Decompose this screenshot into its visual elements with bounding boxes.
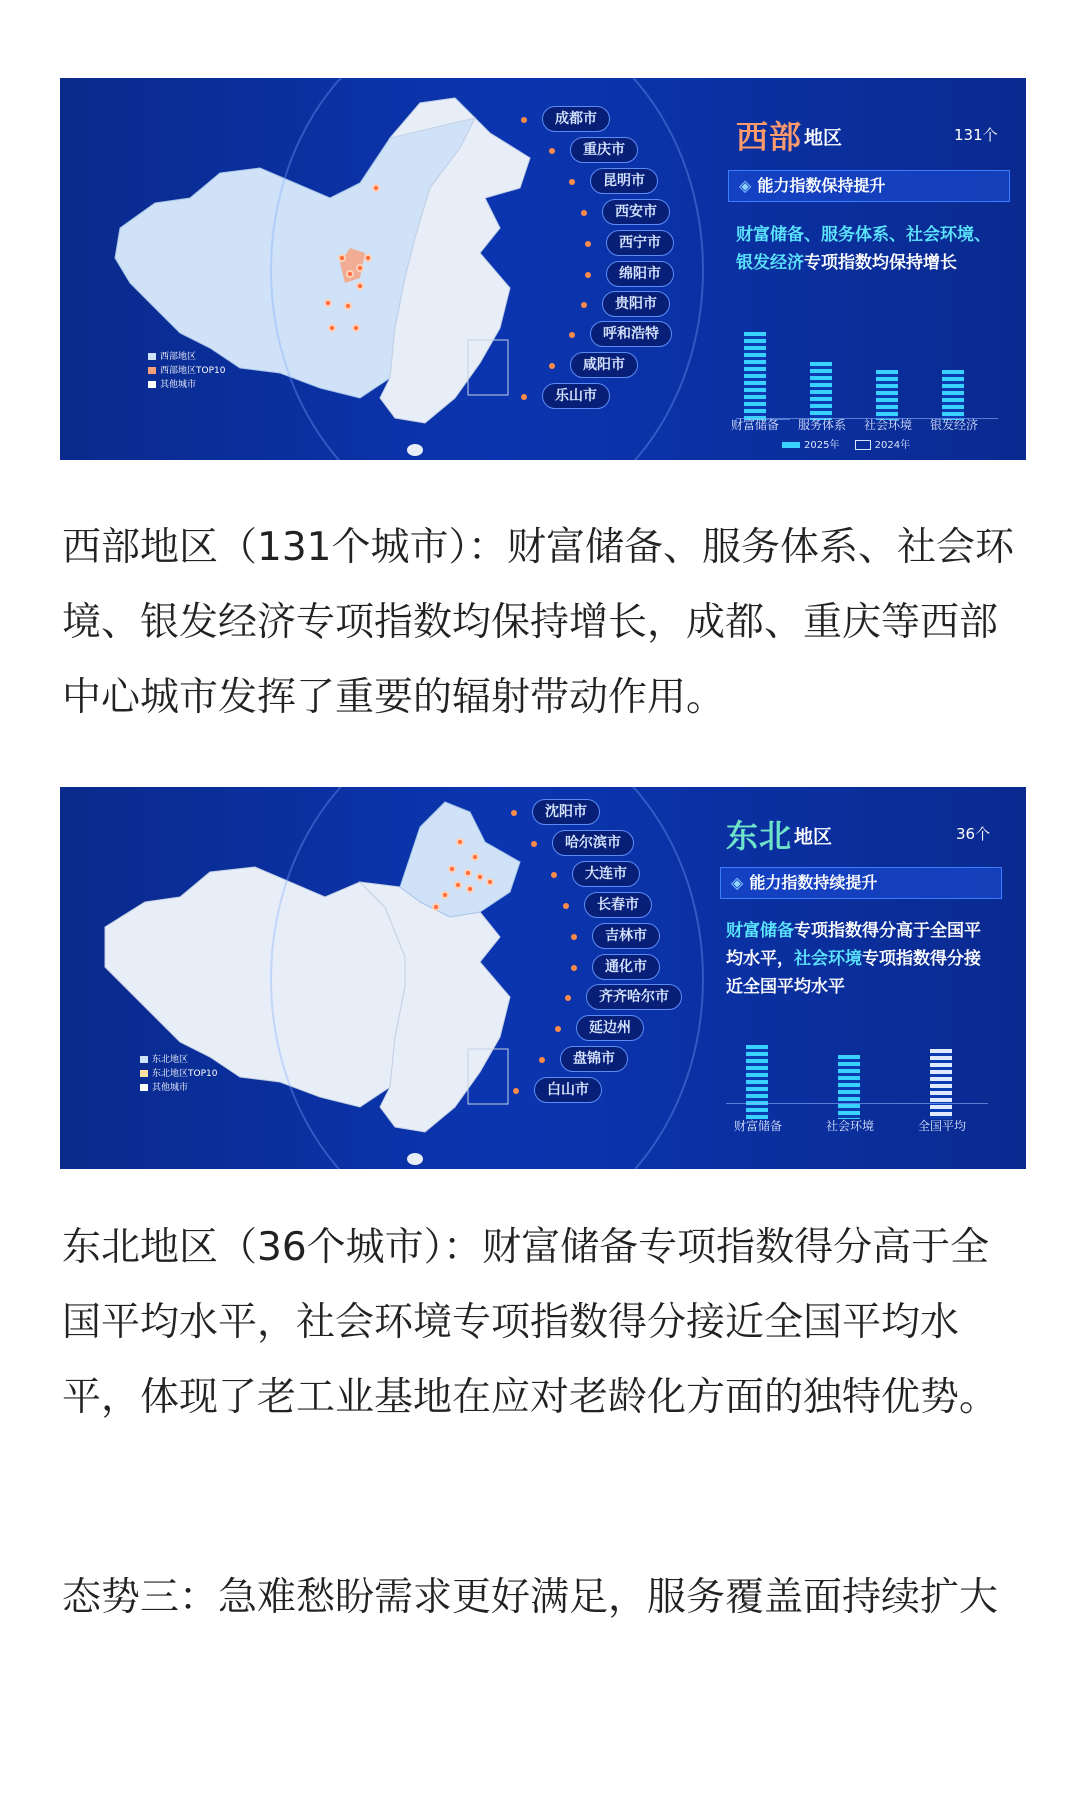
desc-text: 专项指数得分接近全国平均水平 (726, 949, 981, 997)
city-label: 西安市 (602, 199, 670, 225)
city-label: 延边州 (576, 1015, 644, 1041)
bar-label: 财富储备 (733, 1119, 782, 1133)
status-tag-label: 能力指数保持提升 (757, 176, 886, 195)
bar-label: 服务体系 (797, 418, 846, 432)
city-label: 沈阳市 (532, 799, 600, 825)
diamond-icon: ◈ (739, 176, 752, 195)
chart-legend-item: 2025年 (804, 440, 840, 451)
chart-legend (782, 436, 910, 451)
region-title: 东北 (726, 817, 793, 855)
highlight-text: 财富储备 (726, 921, 794, 941)
bar-label: 财富储备 (730, 418, 779, 432)
chart-baseline (726, 1103, 988, 1104)
legend-item: 西部地区TOP10 (160, 366, 226, 376)
city-label: 乐山市 (542, 383, 610, 409)
legend-item: 东北地区TOP10 (152, 1069, 218, 1079)
bar-2025 (744, 332, 766, 420)
city-label: 绵阳市 (606, 261, 674, 287)
paragraph-northeast: 东北地区（36个城市）：财富储备专项指数得分高于全国平均水平，社会环境专项指数得分接近全国平均水平，体现了老工业基地在应对老龄化方面的独特优势。 (62, 1225, 999, 1420)
bar-2025 (810, 362, 832, 420)
bar-2025 (876, 370, 898, 420)
city-label: 白山市 (534, 1077, 602, 1103)
west-region-infographic (60, 78, 1026, 460)
section-heading: 态势三：急难愁盼需求更好满足，服务覆盖面持续扩大 (62, 1575, 999, 1620)
region-description (726, 917, 996, 1001)
map-legend (140, 1053, 217, 1095)
city-label: 齐齐哈尔市 (586, 984, 682, 1010)
chart-legend-item: 2024年 (874, 440, 911, 451)
diamond-icon: ◈ (731, 873, 744, 892)
legend-item: 其他城市 (160, 380, 197, 390)
bar-label: 社会环境 (825, 1119, 874, 1133)
bar-label: 社会环境 (863, 418, 912, 432)
bar-2025 (942, 370, 964, 420)
bar-wealth (746, 1045, 768, 1119)
region-title-suffix: 地区 (804, 127, 843, 149)
bar-label: 全国平均 (917, 1119, 966, 1133)
city-label: 吉林市 (592, 923, 660, 949)
legend-item: 东北地区 (152, 1055, 189, 1065)
city-label: 大连市 (572, 861, 640, 887)
city-label: 昆明市 (590, 168, 658, 194)
bar-national-average (930, 1049, 952, 1119)
status-tag (720, 867, 1002, 899)
legend-item: 其他城市 (152, 1083, 189, 1093)
city-count: 131个 (954, 126, 998, 144)
highlight-text: 财富储备、服务体系、社会环境、银发经济 (736, 225, 991, 273)
region-title-suffix: 地区 (794, 826, 833, 848)
city-label: 西宁市 (606, 230, 674, 256)
city-label: 盘锦市 (560, 1046, 628, 1072)
city-count: 36个 (956, 825, 991, 843)
status-tag (728, 170, 1010, 202)
bar-chart (736, 300, 1006, 420)
city-label: 呼和浩特 (590, 321, 672, 347)
city-label: 咸阳市 (570, 352, 638, 378)
desc-text: 专项指数均保持增长 (804, 253, 957, 273)
desc-text: 专项指数得分高于全国平均水平， (726, 921, 981, 969)
paragraph-west: 西部地区（131个城市）：财富储备、服务体系、社会环境、银发经济专项指数均保持增长，成都、重庆等西部中心城市发挥了重要的辐射带动作用。 (62, 525, 1014, 720)
highlight-text: 社会环境 (794, 949, 862, 969)
city-label: 重庆市 (570, 137, 638, 163)
city-label: 哈尔滨市 (552, 830, 634, 856)
region-description (736, 221, 1006, 277)
northeast-region-infographic (60, 787, 1026, 1169)
city-label: 通化市 (592, 954, 660, 980)
city-label: 成都市 (542, 106, 610, 132)
region-title: 西部 (736, 118, 803, 156)
map-legend (148, 350, 225, 392)
status-tag-label: 能力指数持续提升 (749, 873, 878, 892)
bar-social (838, 1055, 860, 1119)
city-label: 长春市 (584, 892, 652, 918)
city-label: 贵阳市 (602, 291, 670, 317)
bar-label: 银发经济 (929, 418, 978, 432)
bar-chart (726, 1009, 996, 1119)
legend-item: 西部地区 (160, 352, 197, 362)
